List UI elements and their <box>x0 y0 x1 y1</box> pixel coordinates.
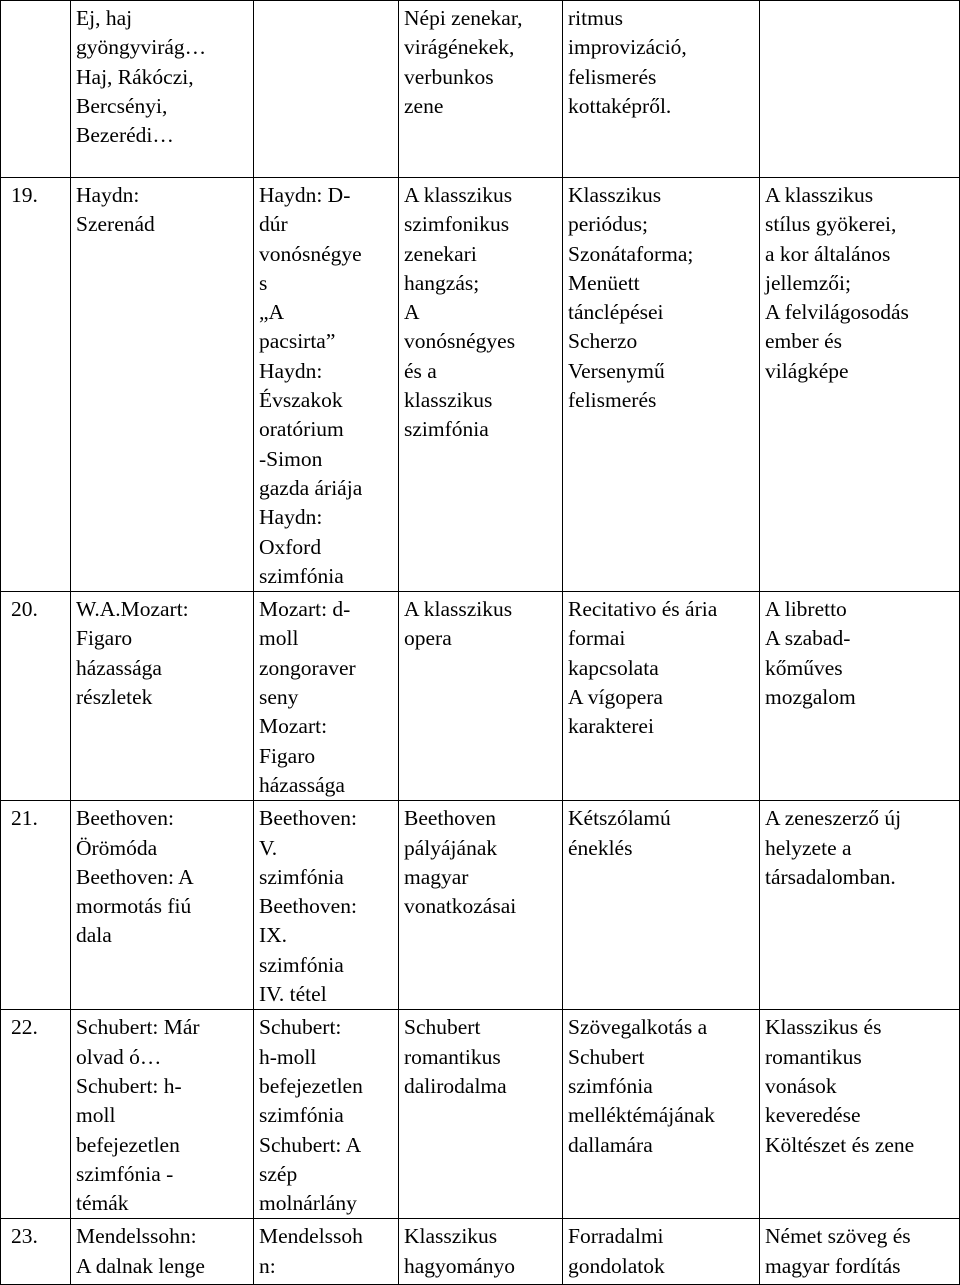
cell-text-line: szimfónia <box>259 1103 344 1128</box>
skills-cell <box>563 178 760 592</box>
cell-text-line: dúr <box>259 212 288 237</box>
cell-text-line: „A <box>259 300 285 325</box>
cell-text-line: hagyományo <box>404 1253 516 1278</box>
cell-text-line: molnárlány <box>259 1191 357 1216</box>
cell-text-line: Örömóda <box>76 835 158 860</box>
cell-text-line: tánclépései <box>568 300 664 325</box>
row-number-cell <box>1 1 71 178</box>
work-cell <box>71 178 254 592</box>
cell-text-line: Haydn: D- <box>259 183 351 207</box>
piece-cell <box>254 178 399 592</box>
table-row <box>1 1 960 178</box>
table-row <box>1 1219 960 1285</box>
cell-text-line: oratórium <box>259 417 344 442</box>
cell-text-line: A zeneszerző új <box>765 806 902 831</box>
table-body <box>1 1 960 1285</box>
cell-text-line: Menüett <box>568 270 640 295</box>
skills-cell <box>563 1 760 178</box>
skills-cell <box>563 801 760 1010</box>
cell-text-line: témák <box>76 1191 129 1216</box>
cell-text-line: Schubert <box>568 1044 645 1069</box>
table-row <box>1 1010 960 1219</box>
topic-cell <box>399 1 563 178</box>
topic-cell <box>399 1010 563 1219</box>
cell-text-line: helyzete a <box>765 835 852 860</box>
cell-text-line: szimfónia <box>404 417 489 442</box>
context-cell <box>760 592 960 801</box>
cell-text-line: Mendelssoh <box>259 1224 363 1249</box>
cell-text-line: befejezetlen <box>259 1073 363 1098</box>
cell-text-line: világképe <box>765 358 849 383</box>
cell-text-line: Klasszikus és <box>765 1015 882 1040</box>
cell-text-line: melléktémájának <box>568 1103 715 1128</box>
cell-text-line: magyar <box>404 864 469 889</box>
cell-text-line: zene <box>404 93 444 118</box>
cell-text-line: Recitativo és ária <box>568 597 718 622</box>
cell-text-line: részletek <box>76 685 153 710</box>
cell-text-line: periódus; <box>568 212 649 237</box>
cell-text-line: V. <box>259 835 278 860</box>
cell-text-line: jellemzői; <box>765 270 851 295</box>
work-cell <box>71 1219 254 1285</box>
cell-text-line: szimfonikus <box>404 212 510 237</box>
cell-text-line: romantikus <box>404 1044 501 1069</box>
cell-text-line: Oxford <box>259 534 322 559</box>
row-number: 21. <box>11 806 38 831</box>
row-number-cell <box>1 178 71 592</box>
cell-text-line: befejezetlen <box>76 1132 180 1157</box>
cell-text-line: Klasszikus <box>568 183 662 207</box>
cell-text-line: Szövegalkotás a <box>568 1015 708 1040</box>
cell-text-line: gyöngyvirág… <box>76 35 207 60</box>
work-cell <box>71 1 254 178</box>
cell-text-line: Schubert: <box>259 1015 342 1040</box>
cell-text-line: improvizáció, <box>568 35 687 60</box>
cell-text-line: Beethoven: <box>76 806 174 831</box>
topic-cell <box>399 801 563 1010</box>
cell-text-line: a kor általános <box>765 241 891 266</box>
row-number-cell <box>1 1219 71 1285</box>
cell-text-line: vonások <box>765 1073 837 1098</box>
cell-text-line: ember és <box>765 329 843 354</box>
cell-text-line: pacsirta” <box>259 329 336 354</box>
cell-text-line: vonósnégye <box>259 241 362 266</box>
context-cell <box>760 1219 960 1285</box>
cell-text-line: Scherzo <box>568 329 638 354</box>
cell-text-line: házassága <box>76 655 162 680</box>
piece-cell <box>254 1219 399 1285</box>
skills-cell <box>563 592 760 801</box>
cell-text-line: Haydn: <box>259 358 323 383</box>
cell-text-line: zenekari <box>404 241 477 266</box>
piece-cell <box>254 1 399 178</box>
cell-text-line: Beethoven: <box>259 894 357 919</box>
cell-text-line: Német szöveg és <box>765 1224 911 1249</box>
cell-text-line: Haydn: <box>259 505 323 530</box>
cell-text-line: ritmus <box>568 6 623 30</box>
cell-text-line: dala <box>76 923 112 948</box>
cell-text-line: Forradalmi <box>568 1224 664 1249</box>
cell-text-line: Szerenád <box>76 212 155 237</box>
cell-text-line: A klasszikus <box>404 183 513 207</box>
cell-text-line: hangzás; <box>404 270 480 295</box>
cell-text-line: n: <box>259 1253 276 1278</box>
cell-text-line: Mozart: d- <box>259 597 351 622</box>
cell-text-line: éneklés <box>568 835 633 860</box>
cell-text-line: Mozart: <box>259 714 328 739</box>
cell-text-line: Klasszikus <box>404 1224 498 1249</box>
table-row <box>1 801 960 1010</box>
cell-text-line: verbunkos <box>404 64 494 89</box>
row-number: 23. <box>11 1224 38 1249</box>
row-number: 22. <box>11 1015 38 1040</box>
piece-cell <box>254 592 399 801</box>
cell-text-line: Versenymű <box>568 358 665 383</box>
topic-cell <box>399 1219 563 1285</box>
cell-text-line: Haj, Rákóczi, <box>76 64 194 89</box>
cell-text-line: felismerés <box>568 64 657 89</box>
table-row <box>1 592 960 801</box>
cell-text-line: Bercsényi, <box>76 93 168 118</box>
cell-text-line: szimfónia <box>568 1073 653 1098</box>
cell-text-line: Schubert <box>404 1015 481 1040</box>
cell-text-line: Haydn: <box>76 183 140 207</box>
cell-text-line: házassága <box>259 772 345 797</box>
cell-text-line: Figaro <box>259 743 316 768</box>
cell-text-line: stílus gyökerei, <box>765 212 897 237</box>
cell-text-line: dallamára <box>568 1132 653 1157</box>
cell-text-line: h-moll <box>259 1044 317 1069</box>
row-number-cell <box>1 801 71 1010</box>
cell-text-line: felismerés <box>568 388 657 413</box>
context-cell <box>760 1010 960 1219</box>
cell-text-line: mormotás fiú <box>76 894 192 919</box>
cell-text-line: Beethoven: <box>259 806 357 831</box>
skills-cell <box>563 1010 760 1219</box>
cell-text-line: szimfónia - <box>76 1161 174 1186</box>
cell-text-line: gondolatok <box>568 1253 665 1278</box>
cell-text-line: társadalomban. <box>765 864 896 889</box>
cell-text-line: Beethoven <box>404 806 496 831</box>
cell-text-line: moll <box>76 1103 116 1128</box>
cell-text-line: Mendelssohn: <box>76 1224 197 1249</box>
topic-cell <box>399 178 563 592</box>
row-number: 20. <box>11 597 38 622</box>
cell-text-line: kottaképről. <box>568 93 672 118</box>
cell-text-line: Schubert: h- <box>76 1073 182 1098</box>
cell-text-line: kőműves <box>765 655 843 680</box>
cell-text-line: formai <box>568 626 626 651</box>
cell-text-line: Beethoven: A <box>76 864 194 889</box>
cell-text-line: IX. <box>259 923 288 948</box>
cell-text-line: virágénekek, <box>404 35 515 60</box>
context-cell <box>760 1 960 178</box>
cell-text-line: magyar fordítás <box>765 1253 901 1278</box>
cell-text-line: Költészet és zene <box>765 1132 915 1157</box>
context-cell <box>760 801 960 1010</box>
cell-text-line: seny <box>259 685 299 710</box>
cell-text-line: -Simon <box>259 446 323 471</box>
cell-text-line: mozgalom <box>765 685 856 710</box>
cell-text-line: gazda áriája <box>259 475 363 500</box>
cell-text-line: keveredése <box>765 1103 861 1128</box>
cell-text-line: dalirodalma <box>404 1073 507 1098</box>
table-row <box>1 178 960 592</box>
cell-text-line: Évszakok <box>259 388 343 413</box>
cell-text-line: pályájának <box>404 835 498 860</box>
cell-text-line: A szabad- <box>765 626 851 651</box>
piece-cell <box>254 801 399 1010</box>
cell-text-line: Schubert: A <box>259 1132 362 1157</box>
row-number: 19. <box>11 183 38 207</box>
cell-text-line: A <box>404 300 420 325</box>
cell-text-line: opera <box>404 626 452 651</box>
cell-text-line: olvad ó… <box>76 1044 162 1069</box>
cell-text-line: Bezerédi… <box>76 123 174 148</box>
piece-cell <box>254 1010 399 1219</box>
work-cell <box>71 592 254 801</box>
cell-text-line: moll <box>259 626 299 651</box>
work-cell <box>71 801 254 1010</box>
cell-text-line: szimfónia <box>259 563 344 588</box>
cell-text-line: romantikus <box>765 1044 862 1069</box>
cell-text-line: Figaro <box>76 626 133 651</box>
work-cell <box>71 1010 254 1219</box>
topic-cell <box>399 592 563 801</box>
cell-text-line: kapcsolata <box>568 655 659 680</box>
cell-text-line: vonósnégyes <box>404 329 516 354</box>
cell-text-line: Schubert: Már <box>76 1015 200 1040</box>
row-number-cell <box>1 592 71 801</box>
context-cell <box>760 178 960 592</box>
cell-text-line: A felvilágosodás <box>765 300 909 325</box>
cell-text-line: A klasszikus <box>765 183 874 207</box>
cell-text-line: s <box>259 270 268 295</box>
cell-text-line: A dalnak lenge <box>76 1253 205 1278</box>
cell-text-line: és a <box>404 358 437 383</box>
cell-text-line: A libretto <box>765 597 847 622</box>
cell-text-line: Kétszólamú <box>568 806 671 831</box>
cell-text-line: Szonátaforma; <box>568 241 694 266</box>
cell-text-line: zongoraver <box>259 655 356 680</box>
cell-text-line: karakterei <box>568 714 654 739</box>
cell-text-line: A klasszikus <box>404 597 513 622</box>
skills-cell <box>563 1219 760 1285</box>
row-number-cell <box>1 1010 71 1219</box>
cell-text-line: IV. tétel <box>259 982 327 1007</box>
cell-text-line: A vígopera <box>568 685 663 710</box>
cell-text-line: klasszikus <box>404 388 493 413</box>
cell-text-line: szimfónia <box>259 864 344 889</box>
cell-text-line: vonatkozásai <box>404 894 517 919</box>
cell-text-line: Népi zenekar, <box>404 6 523 30</box>
cell-text-line: Ej, haj <box>76 6 133 30</box>
cell-text-line: szimfónia <box>259 952 344 977</box>
cell-text-line: W.A.Mozart: <box>76 597 189 622</box>
cell-text-line: szép <box>259 1161 298 1186</box>
